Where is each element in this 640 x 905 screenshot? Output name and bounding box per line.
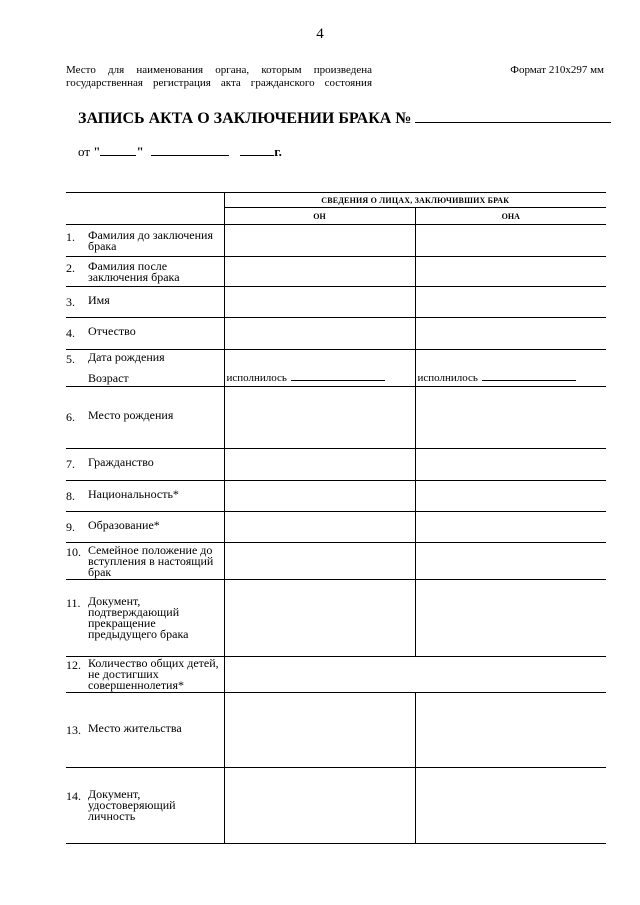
year-suffix: г.: [274, 144, 282, 159]
row-number: 6.: [66, 410, 75, 424]
table-row: [66, 287, 606, 318]
she-age-field[interactable]: [482, 371, 576, 381]
month-field[interactable]: [151, 144, 229, 156]
he-field[interactable]: [224, 768, 415, 844]
he-field[interactable]: [224, 318, 415, 350]
she-field[interactable]: [415, 225, 606, 257]
row-label: Место рождения: [88, 408, 174, 422]
date-quote-open: ": [93, 144, 101, 159]
row-label: Отчество: [88, 324, 136, 338]
row-number: 2.: [66, 260, 75, 275]
row-number: 3.: [66, 294, 75, 309]
day-field[interactable]: [100, 144, 136, 156]
row-label: Количество общих детей, не достигших совершеннолетия*: [88, 656, 219, 692]
row-number: 12.: [66, 658, 81, 672]
row-label: Дата рождения: [88, 350, 165, 364]
row-label: Семейное положение до вступления в настоящий брак: [88, 542, 214, 579]
he-field[interactable]: [224, 693, 415, 768]
marriage-record-table: [66, 192, 606, 844]
she-field[interactable]: [415, 543, 606, 580]
he-field[interactable]: [224, 225, 415, 257]
row-number: 11.: [66, 596, 81, 610]
table-row: [66, 225, 606, 257]
year-field[interactable]: [240, 144, 274, 156]
header-he: ОН: [224, 208, 415, 225]
page-number: 4: [316, 26, 324, 42]
table-row: [66, 318, 606, 350]
she-field[interactable]: [415, 318, 606, 350]
row-label: Документ, подтверждающий прекращение предыдущего брака: [88, 594, 189, 641]
table-row: [66, 543, 606, 580]
he-field[interactable]: [224, 387, 415, 449]
he-field[interactable]: [224, 543, 415, 580]
table-row: [66, 481, 606, 512]
row-number: 5.: [66, 352, 75, 366]
format-note: Формат 210x297 мм: [510, 64, 604, 76]
she-field[interactable]: [415, 387, 606, 449]
age-prefix: исполнилось: [417, 372, 478, 384]
row-number: 8.: [66, 488, 75, 503]
age-label: Возраст: [88, 371, 129, 385]
age-prefix: исполнилось: [226, 372, 287, 384]
row-number: 4.: [66, 326, 75, 340]
he-field[interactable]: [224, 481, 415, 512]
row-label: Фамилия после заключения брака: [88, 258, 180, 284]
header-she: ОНА: [415, 208, 606, 225]
she-field[interactable]: [415, 481, 606, 512]
row-number: 13.: [66, 722, 81, 737]
row-label: Место жительства: [88, 720, 182, 735]
table-row: [66, 580, 606, 657]
row-label: Документ, удостоверяющий личность: [88, 787, 176, 823]
row-label: Национальность*: [88, 486, 179, 501]
row-label: Фамилия до заключения брака: [88, 227, 213, 253]
common-children-field[interactable]: [224, 657, 606, 693]
table-row: [66, 693, 606, 768]
table-row: [66, 449, 606, 481]
she-field[interactable]: [415, 768, 606, 844]
she-dob-field[interactable]: [415, 350, 606, 387]
table-row: [66, 387, 606, 449]
org-placeholder-note: Место для наименования органа, которым произведена государственная регистрация акта гражданского состояния: [66, 64, 372, 89]
row-label: Гражданство: [88, 455, 154, 469]
he-field[interactable]: [224, 449, 415, 481]
row-number: 9.: [66, 519, 75, 534]
table-row: [66, 512, 606, 543]
form-title-text: ЗАПИСЬ АКТА О ЗАКЛЮЧЕНИИ БРАКА №: [78, 110, 412, 127]
row-number: 7.: [66, 457, 75, 471]
table-row: [66, 257, 606, 287]
date-prefix: от: [78, 144, 91, 159]
date-quote-close: ": [136, 144, 144, 159]
table-row: [66, 350, 606, 387]
he-dob-field[interactable]: [224, 350, 415, 387]
he-field[interactable]: [224, 257, 415, 287]
she-field[interactable]: [415, 693, 606, 768]
row-label: Имя: [88, 292, 110, 307]
row-number: 10.: [66, 544, 81, 559]
record-number-field[interactable]: [415, 108, 611, 123]
header-blank-cell: [66, 193, 224, 225]
row-number: 1.: [66, 229, 75, 244]
row-number: 14.: [66, 789, 81, 803]
he-field[interactable]: [224, 580, 415, 657]
she-field[interactable]: [415, 287, 606, 318]
he-field[interactable]: [224, 512, 415, 543]
she-field[interactable]: [415, 512, 606, 543]
date-line: [78, 144, 282, 160]
table-row: [66, 768, 606, 844]
he-age-field[interactable]: [291, 371, 385, 381]
she-field[interactable]: [415, 257, 606, 287]
she-field[interactable]: [415, 449, 606, 481]
he-field[interactable]: [224, 287, 415, 318]
she-field[interactable]: [415, 580, 606, 657]
table-row: [66, 657, 606, 693]
row-label: Образование*: [88, 517, 160, 532]
form-title: [78, 108, 611, 128]
header-persons-info: СВЕДЕНИЯ О ЛИЦАХ, ЗАКЛЮЧИВШИХ БРАК: [224, 193, 606, 208]
